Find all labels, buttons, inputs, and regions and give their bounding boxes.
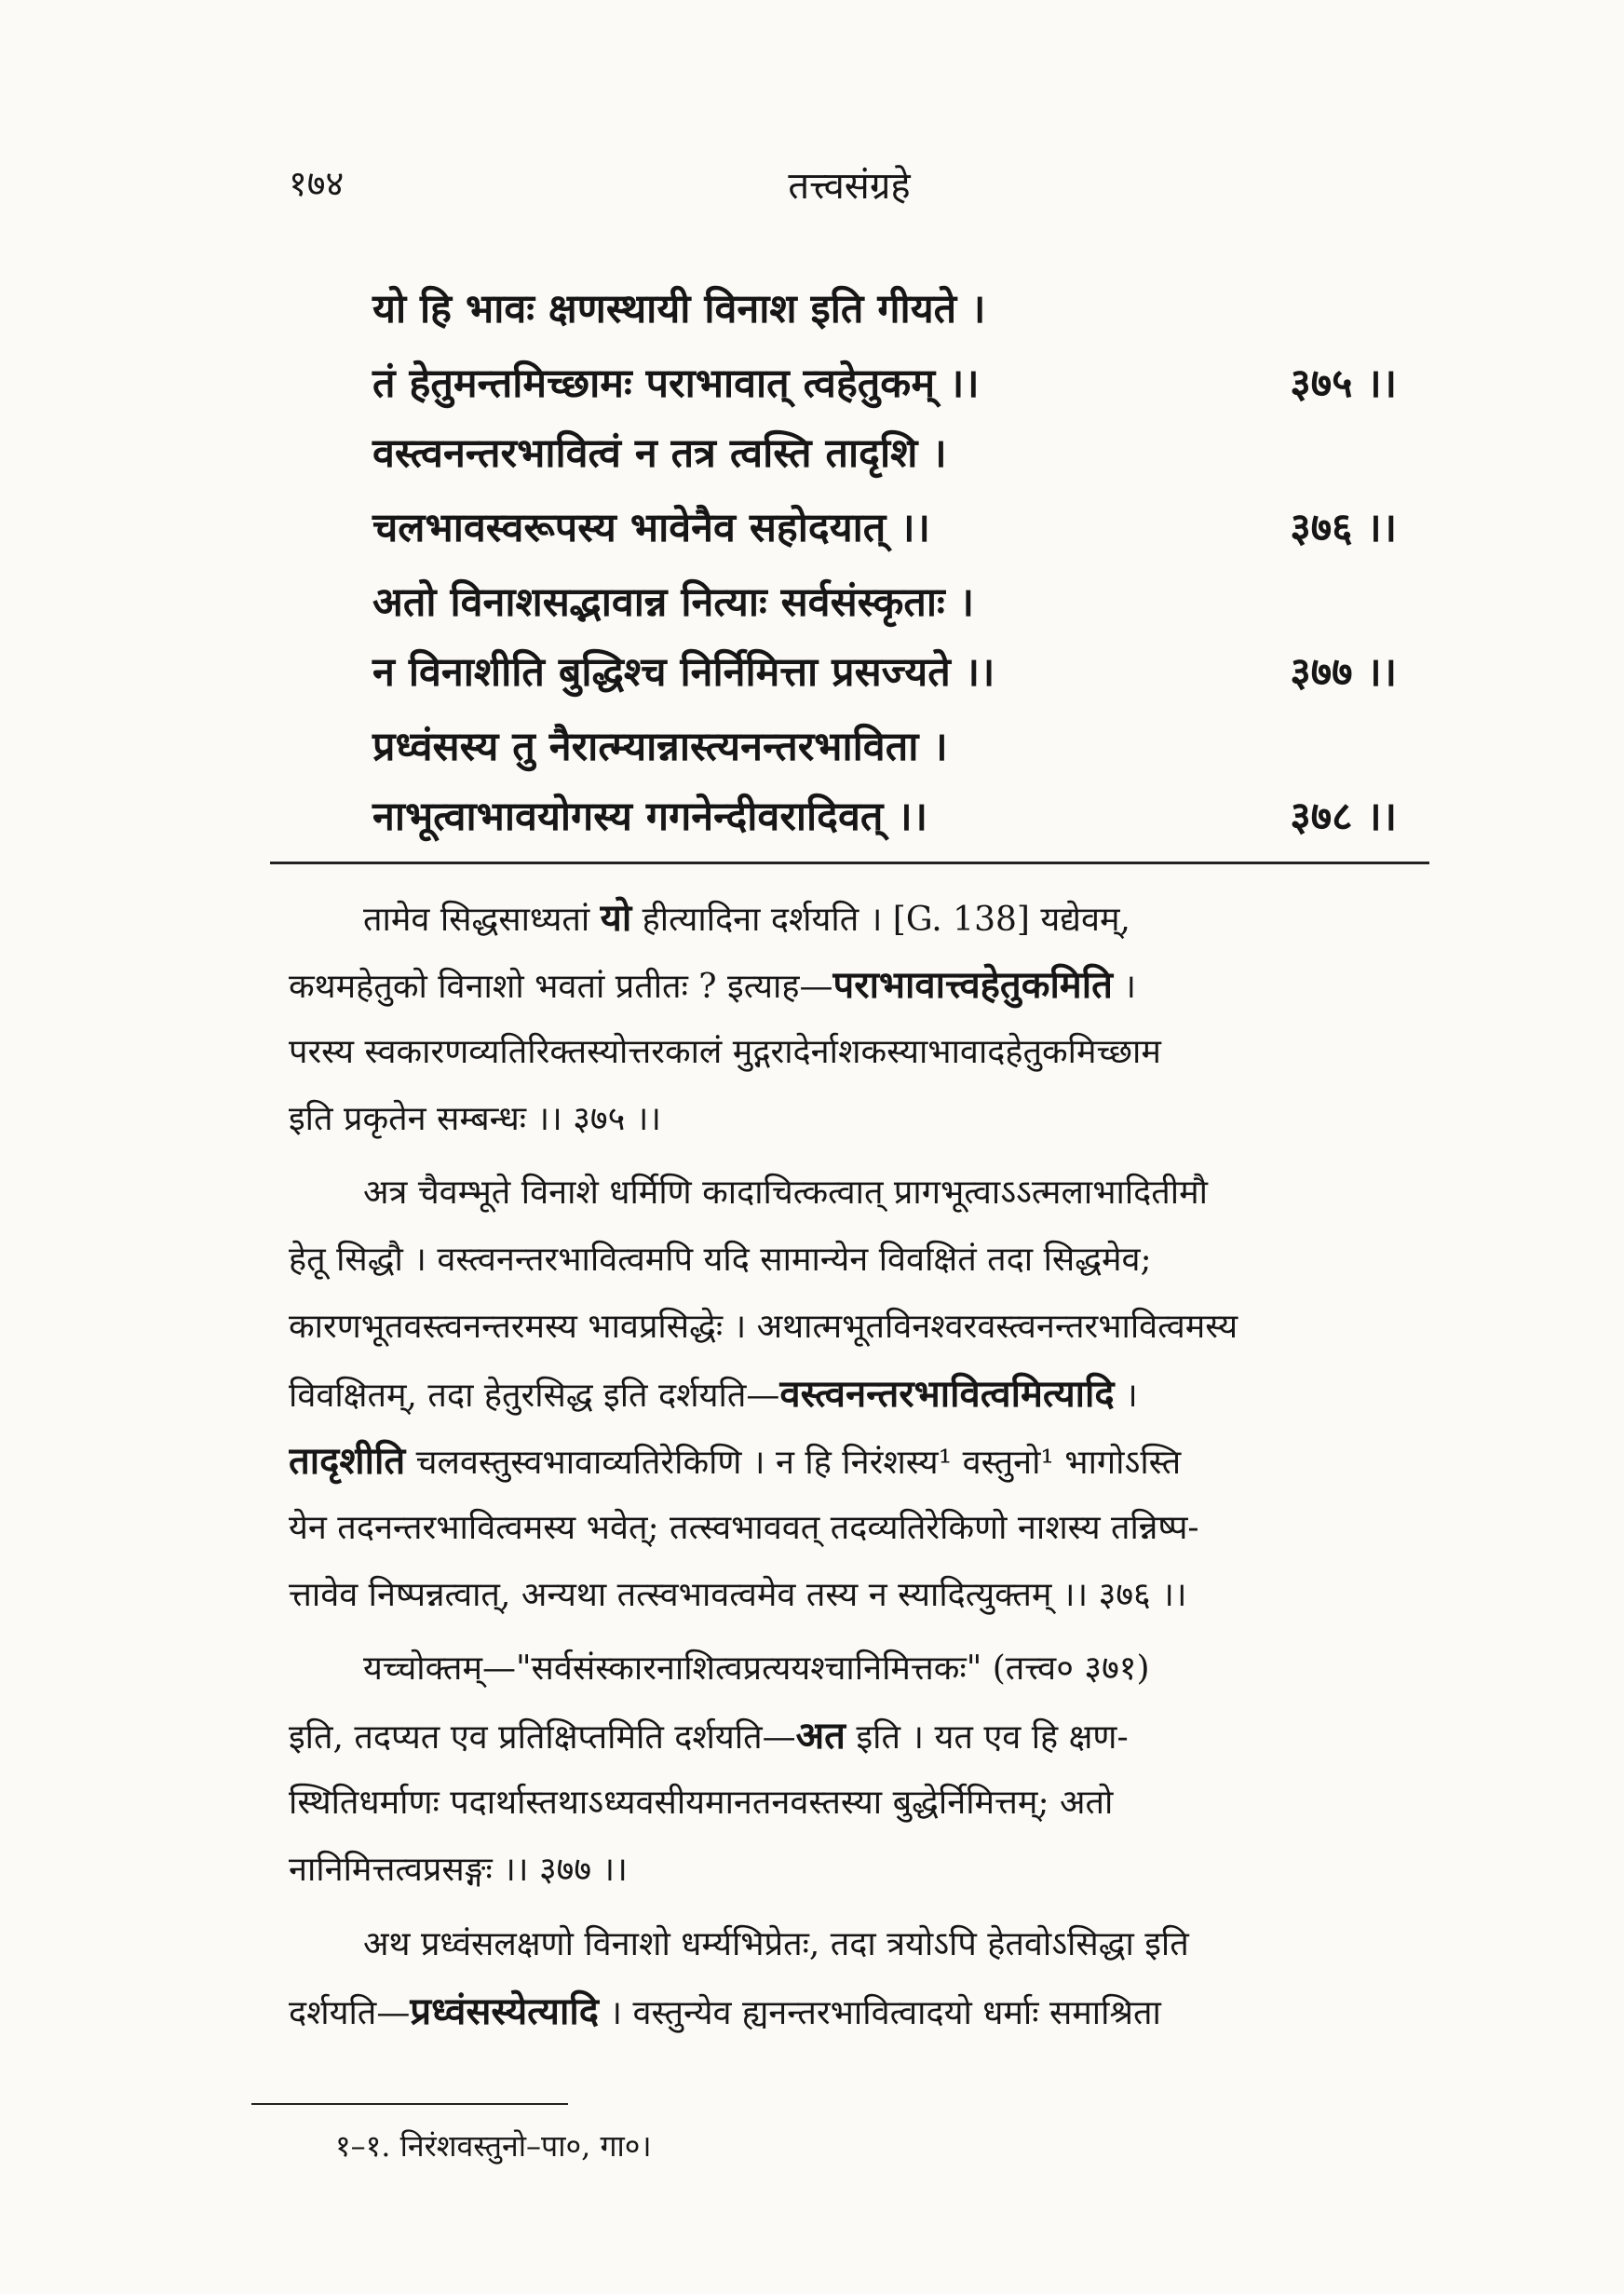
verse-line: तं हेतुमन्तमिच्छामः पराभावात् त्वहेतुकम् ।। ३७५ ।।	[372, 360, 1397, 407]
commentary-line: नानिमित्तत्वप्रसङ्गः ।। ३७७ ।।	[289, 1851, 628, 1889]
commentary-line: इति प्रकृतेन सम्बन्धः ।। ३७५ ।।	[289, 1100, 662, 1138]
commentary-line: अत्र चैवम्भूते विनाशे धर्मिणि कादाचित्कत्वात् प्रागभूत्वाऽऽत्मलाभादितीमौ	[363, 1174, 1208, 1212]
verse-line: यो हि भावः क्षणस्थायी विनाश इति गीयते ।	[372, 286, 986, 333]
commentary-line: कथमहेतुको विनाशो भवतां प्रतीतः ? इत्याह—पराभावात्त्वहेतुकमिति ।	[289, 963, 1136, 1007]
verse-line: अतो विनाशसद्भावान्न नित्याः सर्वसंस्कृताः ।	[372, 579, 975, 626]
commentary-line: तामेव सिद्धसाध्यतां यो हीत्यादिना दर्शयति । [G. 138] यद्येवम्,	[363, 896, 1130, 940]
verse-line: चलभावस्वरूपस्य भावेनैव सहोदयात् ।। ३७६ ।।	[372, 505, 1397, 551]
verse-line: नाभूत्वाभावयोगस्य गगनेन्दीवरादिवत् ।। ३७८ ।।	[372, 794, 1397, 840]
verse-line: प्रध्वंसस्य तु नैरात्म्यान्नास्त्यनन्तरभाविता ।	[372, 724, 948, 770]
commentary-line: यच्चोक्तम्—"सर्वसंस्कारनाशित्वप्रत्ययश्चानिमित्तकः" (तत्त्व० ३७१)	[363, 1649, 1150, 1688]
running-title: तत्त्वसंग्रहे	[788, 165, 911, 208]
page-number: १७४	[289, 163, 345, 204]
commentary-line: कारणभूतवस्त्वनन्तरमस्य भावप्रसिद्धेः । अथात्मभूतविनश्वरवस्त्वनन्तरभावित्वमस्य	[289, 1308, 1238, 1346]
commentary-line: विवक्षितम्, तदा हेतुरसिद्ध इति दर्शयति—वस्त्वनन्तरभावित्वमित्यादि ।	[289, 1372, 1138, 1416]
commentary-line: त्तावेव निष्पन्नत्वात्, अन्यथा तत्स्वभावत्वमेव तस्य न स्यादित्युक्तम् ।। ३७६ ।।	[289, 1576, 1187, 1614]
verse-line: न विनाशीति बुद्धिश्च निर्निमित्ता प्रसज्यते ।। ३७७ ।।	[372, 649, 1397, 696]
commentary-line: स्थितिधर्माणः पदार्थास्तथाऽध्यवसीयमानतनवस्तस्या बुद्धेर्निमित्तम्; अतो	[289, 1784, 1114, 1822]
commentary-line: परस्य स्वकारणव्यतिरिक्तस्योत्तरकालं मुद्गरादेर्नाशकस्याभावादहेतुकमिच्छाम	[289, 1033, 1161, 1071]
commentary-line: येन तदनन्तरभावित्वमस्य भवेत्; तत्स्वभाववत् तदव्यतिरेकिणो नाशस्य तन्निष्प-	[289, 1509, 1199, 1547]
section-divider	[270, 862, 1429, 864]
verse-line: वस्त्वनन्तरभावित्वं न तत्र त्वस्ति तादृशि ।	[372, 430, 947, 477]
commentary-line: अथ प्रध्वंसलक्षणो विनाशो धर्म्यभिप्रेतः, तदा त्रयोऽपि हेतवोऽसिद्धा इति	[363, 1925, 1189, 1963]
footnote-divider	[251, 2103, 568, 2105]
commentary-line: दर्शयति—प्रध्वंसस्येत्यादि । वस्तुन्येव ह्यनन्तरभावित्वादयो धर्माः समाश्रिता	[289, 1989, 1161, 2033]
commentary-line: तादृशीति चलवस्तुस्वभावाव्यतिरेकिणि । न हि निरंशस्य¹ वस्तुनो¹ भागोऽस्ति	[289, 1439, 1182, 1483]
commentary-line: इति, तदप्यत एव प्रतिक्षिप्तमिति दर्शयति—अत इति । यत एव हि क्षण-	[289, 1714, 1129, 1758]
commentary-line: हेतू सिद्धौ । वस्त्वनन्तरभावित्वमपि यदि सामान्येन विवक्षितं तदा सिद्धमेव;	[289, 1241, 1152, 1279]
footnote: १–१. निरंशवस्तुनो–पा०, गा०।	[335, 2128, 652, 2164]
